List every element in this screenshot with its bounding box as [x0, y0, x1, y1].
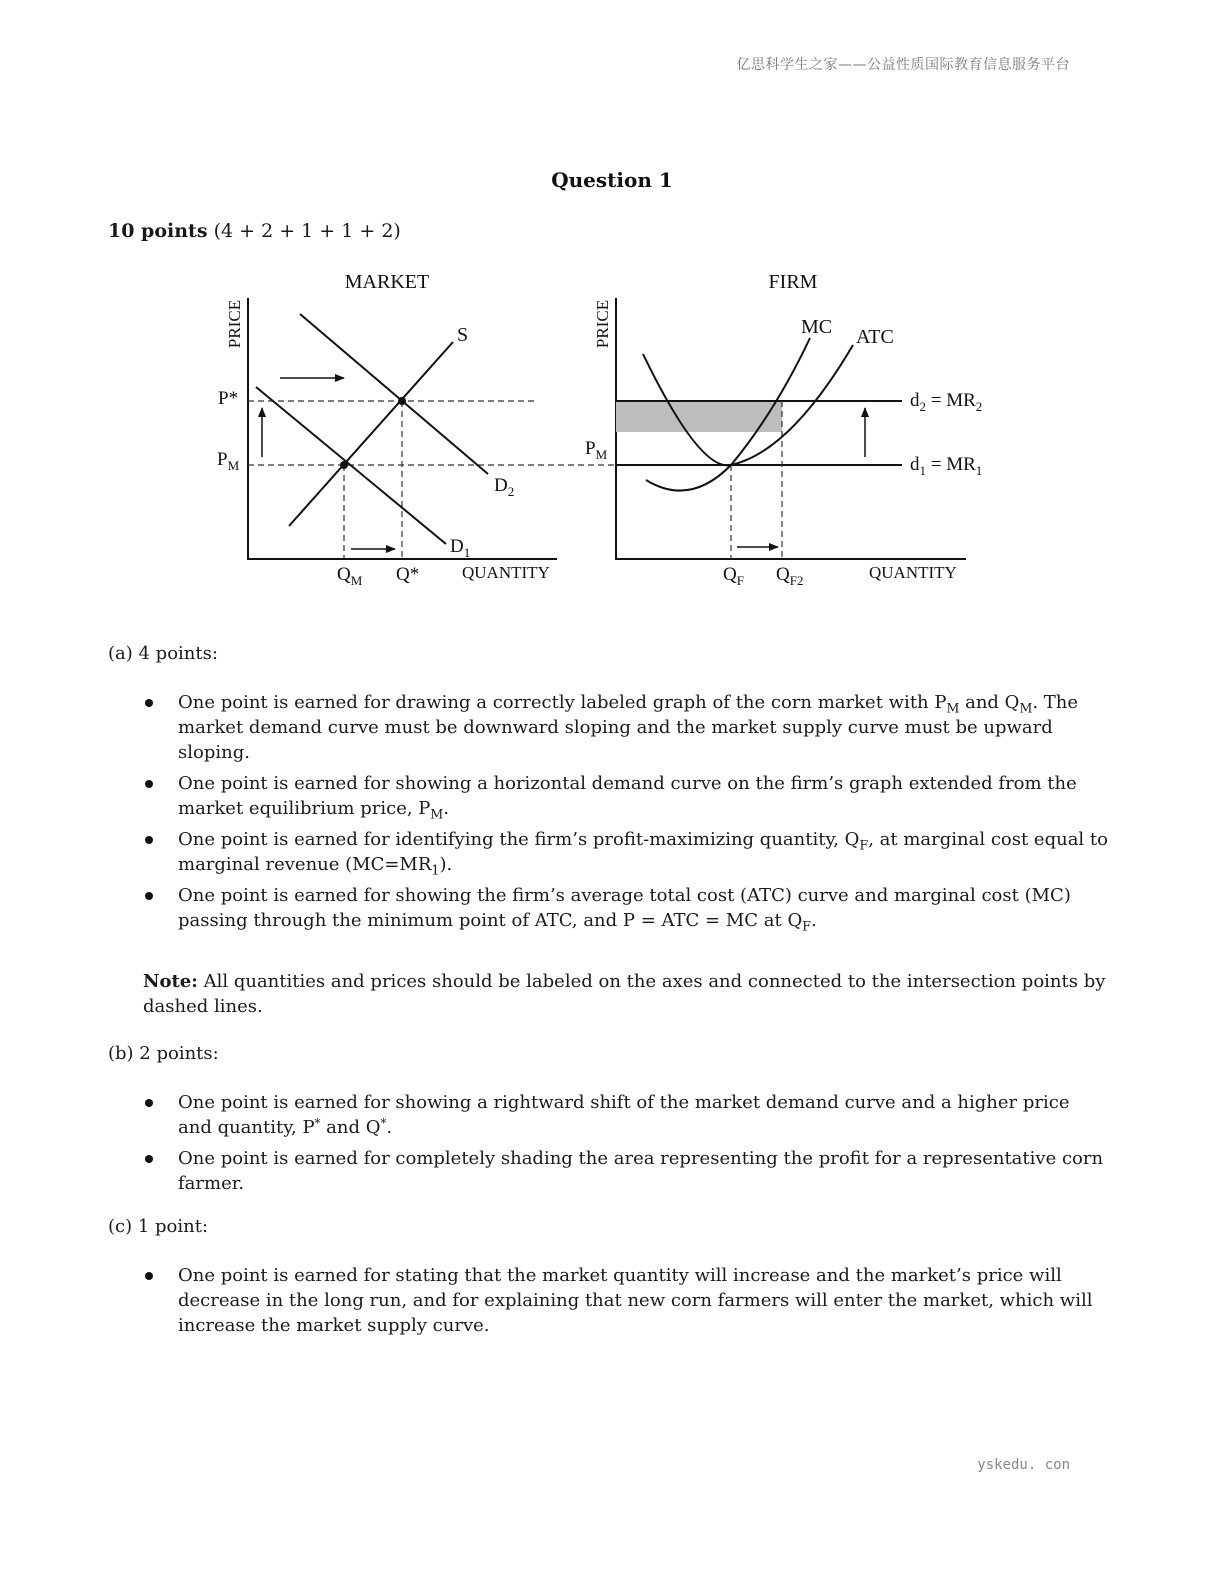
- list-item: One point is earned for drawing a correctly labeled graph of the corn market with $P_M$ and $Q_M$. The market demand curve must be downward sloping and the market supply curve must be upward sloping.: [178, 690, 1108, 765]
- section-b-list: [178, 1090, 1108, 1202]
- firm-atc-label: ATC: [856, 326, 894, 348]
- note-label: Note:: [143, 971, 198, 992]
- firm-y-axis-label: PRICE: [593, 299, 612, 349]
- market-x-axis-label: QUANTITY: [462, 563, 550, 582]
- market-y-axis-label: PRICE: [225, 299, 244, 349]
- market-equilibrium-initial: [340, 461, 348, 469]
- market-d2-label: $D_2$: [494, 475, 515, 499]
- firm-d1-mr1-label: $d_1 = MR_1$: [910, 454, 983, 478]
- firm-qf2-label: $Q_{F2}$: [776, 564, 804, 588]
- footer-watermark: yskedu. con: [977, 1457, 1070, 1473]
- firm-pm-label: $P_M$: [585, 438, 608, 462]
- market-pstar-label: P*: [218, 388, 239, 409]
- firm-mc-label: MC: [801, 316, 833, 338]
- market-supply-label: S: [457, 324, 469, 346]
- firm-d2-mr2-label: $d_2 = MR_2$: [910, 390, 983, 414]
- list-item: One point is earned for stating that the market quantity will increase and the market’s price will decrease in the long run, and for explaining that new corn farmers will enter the market, which will increase the market supply curve.: [178, 1263, 1108, 1338]
- firm-qf-label: $Q_F$: [723, 564, 744, 588]
- firm-x-axis-label: QUANTITY: [869, 563, 957, 582]
- list-item: One point is earned for identifying the firm’s profit-maximizing quantity, $Q_F$, at marginal cost equal to marginal revenue $(MC=MR_1)$.: [178, 829, 1108, 878]
- market-pm-label: $P_M$: [217, 449, 240, 473]
- market-title: MARKET: [344, 271, 430, 293]
- firm-panel: [585, 271, 982, 588]
- list-item: One point is earned for showing the firm’s average total cost (ATC) curve and marginal cost (MC) passing through the minimum point of ATC, and P = ATC = MC at $Q_F$.: [178, 883, 1108, 933]
- section-b-label: (b) 2 points:: [108, 1043, 219, 1064]
- market-qstar-label: Q*: [396, 564, 420, 585]
- market-qm-label: $Q_M$: [337, 564, 363, 588]
- section-c-label: (c) 1 point:: [108, 1216, 209, 1237]
- header-watermark: 亿思科学生之家——公益性质国际教育信息服务平台: [736, 57, 1070, 73]
- list-item: One point is earned for showing a rightward shift of the market demand curve and a higher price and quantity, P* and Q*.: [178, 1090, 1108, 1140]
- market-demand-d1: [256, 387, 446, 544]
- section-a-list: [178, 690, 1108, 939]
- list-item: One point is earned for showing a horizontal demand curve on the firm’s graph extended from the market equilibrium price, $P_M$.: [178, 771, 1108, 821]
- points-line: [108, 220, 401, 242]
- section-c-list: [178, 1263, 1108, 1344]
- market-panel: [217, 271, 615, 588]
- list-item: One point is earned for completely shading the area representing the profit for a representative corn farmer.: [178, 1146, 1108, 1196]
- market-d1-label: $D_1$: [450, 536, 471, 560]
- section-a-label: (a) 4 points:: [108, 643, 218, 664]
- page-title: Question 1: [551, 168, 673, 192]
- firm-profit-area: [616, 401, 782, 432]
- market-firm-figure: [200, 262, 1020, 597]
- note-paragraph: Note: All quantities and prices should be labeled on the axes and connected to the intersection points by dashed lines.: [143, 971, 1106, 1017]
- points-breakdown: (4 + 2 + 1 + 1 + 2): [213, 220, 401, 242]
- firm-title: FIRM: [768, 271, 818, 293]
- points-total: 10 points: [108, 220, 208, 242]
- market-equilibrium-new: [398, 397, 406, 405]
